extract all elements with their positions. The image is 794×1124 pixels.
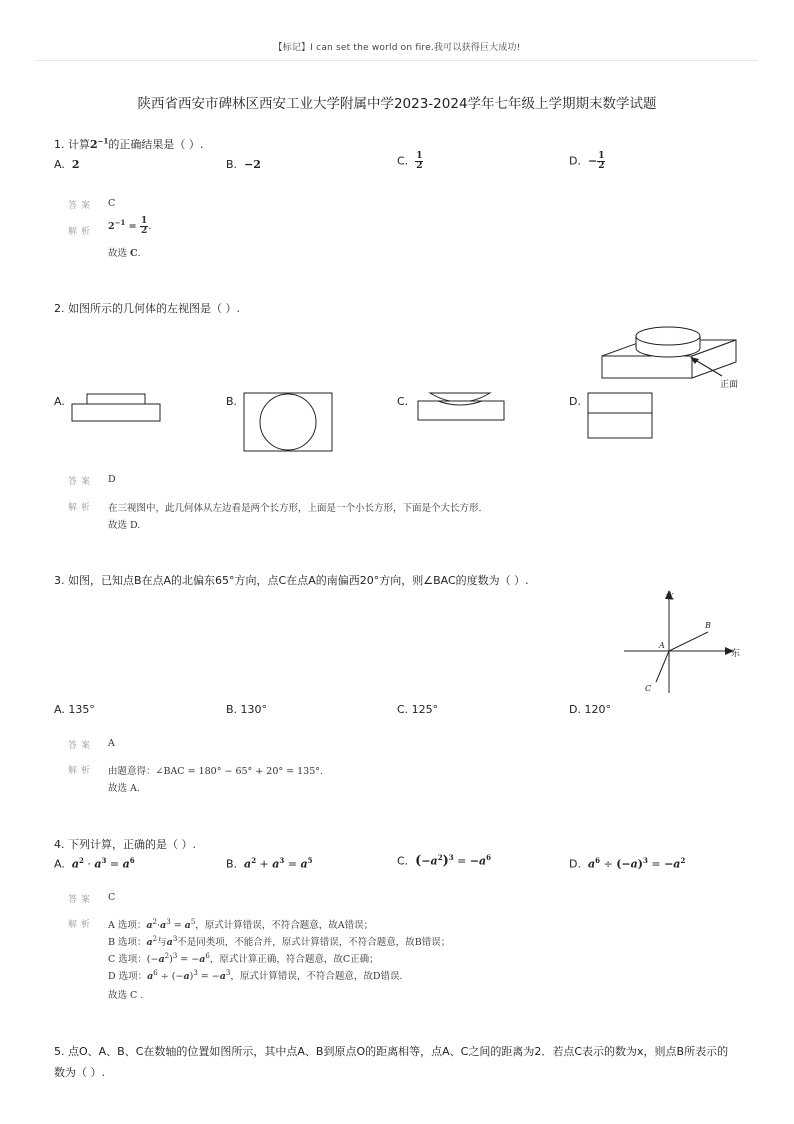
east-label: 东 xyxy=(731,649,741,659)
ray-ab xyxy=(669,632,708,651)
q2-front-label: 正面 xyxy=(720,380,739,390)
q2-option-a-label[interactable]: A. xyxy=(54,395,65,408)
q1-stem: 1. 计算$2^{-1}$的正确结果是（ ）. xyxy=(54,136,204,151)
q4-explain-line-a: A 选项：$a^2\cdot a^3 = a^5$，原式计算错误，不符合题意，故A错误； xyxy=(108,917,374,931)
q3-option-d[interactable]: D. 120° xyxy=(569,703,611,716)
q4-answer-label: 答案 xyxy=(68,895,95,905)
q3-explain-line1: 由题意得：∠BAC = 180° − 65° + 20° = 135°. xyxy=(108,766,324,777)
q3-option-b[interactable]: B. 130° xyxy=(226,703,268,716)
q3-explain-line2: 故选 A. xyxy=(108,783,140,794)
q4-option-a[interactable]: A. $a^2 \cdot a^3 = a^6$ xyxy=(54,856,135,871)
q3-explain-label: 解析 xyxy=(68,766,95,776)
q4-explain-line-d: D 选项：$a^6 \div (-a)^3 = -a^3$，原式计算错误，不符合题意，故D错误. xyxy=(108,968,403,982)
q4-option-c[interactable]: C. $(-a^2)^3 = -a^6$ xyxy=(397,853,492,869)
q3-answer-label: 答案 xyxy=(68,741,95,751)
q4-option-b[interactable]: B. $a^2 + a^3 = a^5$ xyxy=(226,856,313,871)
q1-answer-value: C xyxy=(108,198,116,209)
q2-option-d-label[interactable]: D. xyxy=(569,395,581,408)
point-c-label: C xyxy=(645,684,652,693)
q4-explain-end: 故选 C . xyxy=(108,990,144,1001)
q2-explain-line2: 故选 D. xyxy=(108,520,141,531)
q3-option-c[interactable]: C. 125° xyxy=(397,703,439,716)
q1-option-c[interactable]: C. $\frac{1}{2}$ xyxy=(397,151,423,171)
cylinder-top xyxy=(636,327,700,345)
q2-option-a-figure[interactable] xyxy=(70,392,162,424)
q2-option-d-figure[interactable] xyxy=(586,391,654,441)
q5-stem-line1: 5. 点O、A、B、C在数轴的位置如图所示，其中点A、B到原点O的距离相等，点A、C之间的距离为2．若点C表示的数为x，则点B所表示的 xyxy=(54,1045,729,1058)
q1-answer-label: 答案 xyxy=(68,201,95,211)
north-label: 北 xyxy=(665,592,675,602)
q5-stem-line2: 数为（ ）. xyxy=(54,1066,105,1079)
q1-option-a[interactable]: A. 2 xyxy=(54,158,80,171)
page-title: 陕西省西安市碑林区西安工业大学附属中学2023-2024学年七年级上学期期末数学试题 xyxy=(137,96,657,112)
q1-option-d[interactable]: D. − $\frac{1}{2}$ xyxy=(569,151,605,171)
point-a-label: A xyxy=(659,641,665,650)
ray-ac xyxy=(656,651,669,682)
q1-stem-post: 的正确结果是（ ）. xyxy=(108,138,204,151)
q2-option-b-figure[interactable] xyxy=(242,391,334,453)
q3-option-a[interactable]: A. 135° xyxy=(54,703,95,716)
q2-stem: 2. 如图所示的几何体的左视图是（ ）. xyxy=(54,302,240,315)
point-b-label: B xyxy=(705,621,711,630)
q4-answer-value: C xyxy=(108,892,116,903)
q2-answer-label: 答案 xyxy=(68,477,95,487)
q2-explain-label: 解析 xyxy=(68,503,95,513)
solid-front-face xyxy=(602,356,692,378)
q4-option-d[interactable]: D. $a^6 \div (-a)^3 = -a^2$ xyxy=(569,856,686,871)
q1-explain-end: 故选 C. xyxy=(108,248,141,259)
q2-option-b-label[interactable]: B. xyxy=(226,395,238,408)
q1-explain-formula: $2^{-1}$ = $\frac{1}{2}$ . xyxy=(108,216,152,236)
q2-answer-value: D xyxy=(108,474,116,485)
q1-explain-label: 解析 xyxy=(68,227,95,237)
q1-stem-pre: 1. 计算 xyxy=(54,138,90,151)
header-divider xyxy=(36,60,758,61)
q3-stem: 3. 如图，已知点B在点A的北偏东65°方向，点C在点A的南偏西20°方向，则∠BAC的度数为（ ）. xyxy=(54,574,529,587)
q4-explain-label: 解析 xyxy=(68,920,95,930)
q4-stem: 4. 下列计算，正确的是（ ）. xyxy=(54,838,196,851)
q3-direction-figure xyxy=(620,588,750,698)
q2-option-c-figure[interactable] xyxy=(414,389,506,423)
header-note: 【标记】I can set the world on fire.我可以获得巨大成功! xyxy=(273,43,521,53)
q3-answer-value: A xyxy=(108,738,115,749)
q4-explain-line-b: B 选项：$a^2$与$a^3$不是同类项，不能合并，原式计算错误，不符合题意，故B错误； xyxy=(108,934,451,948)
q4-explain-line-c: C 选项：$(-a^2)^3 = -a^6$，原式计算正确，符合题意，故C正确； xyxy=(108,951,379,965)
q2-option-c-label[interactable]: C. xyxy=(397,395,409,408)
q2-explain-line1: 在三视图中，此几何体从左边看是两个长方形，上面是一个小长方形，下面是个大长方形. xyxy=(108,503,482,514)
q1-option-b[interactable]: B. −2 xyxy=(226,158,261,171)
